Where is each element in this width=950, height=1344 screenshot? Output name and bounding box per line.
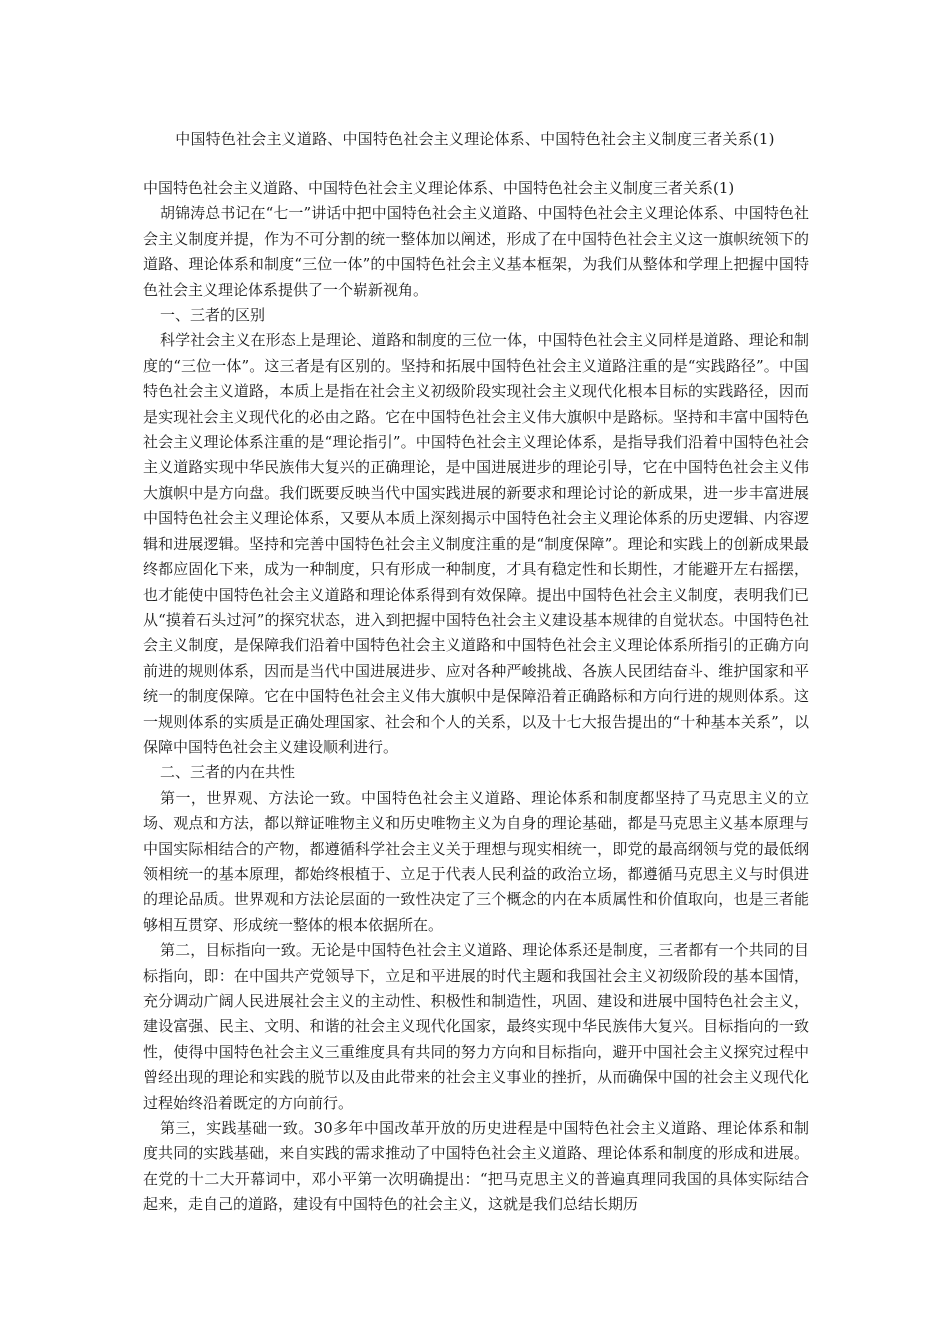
- document-title: 中国特色社会主义道路、中国特色社会主义理论体系、中国特色社会主义制度三者关系(1): [175, 130, 775, 148]
- document-body: [143, 176, 809, 1218]
- goal-paragraph: 第二，目标指向一致。无论是中国特色社会主义道路、理论体系还是制度，三者都有一个共同的目标指向，即：在中国共产党领导下，立足和平进展的时代主题和我国社会主义初级阶段的基本国情，充分调动广阔人民进展社会主义的主动性、积极性和制造性，巩固、建设和进展中国特色社会主义，建设富强、民主、文明、和谐的社会主义现代化国家，最终实现中华民族伟大复兴。目标指向的一致性，使得中国特色社会主义三重维度具有共同的努力方向和目标指向，避开中国社会主义探究过程中曾经出现的理论和实践的脱节以及由此带来的社会主义事业的挫折，从而确保中国的社会主义现代化过程始终沿着既定的方向前行。: [143, 941, 809, 1112]
- document-subtitle: 中国特色社会主义道路、中国特色社会主义理论体系、中国特色社会主义制度三者关系(1): [143, 179, 735, 197]
- section-heading-differences: 一、三者的区别: [160, 306, 266, 325]
- differences-paragraph: 科学社会主义在形态上是理论、道路和制度的三位一体，中国特色社会主义同样是道路、理论和制度的“三位一体”。这三者是有区别的。坚持和拓展中国特色社会主义道路注重的是“实践路径”。中国特色社会主义道路，本质上是指在社会主义初级阶段实现社会主义现代化根本目标的实践路径，因而是实现社会主义现代化的必由之路。它在中国特色社会主义伟大旗帜中是路标。坚持和丰富中国特色社会主义理论体系注重的是“理论指引”。中国特色社会主义理论体系，是指导我们沿着中国特色社会主义道路实现中华民族伟大复兴的正确理论，是中国进展进步的理论引导，它在中国特色社会主义伟大旗帜中是方向盘。我们既要反映当代中国实践进展的新要求和理论讨论的新成果，进一步丰富进展中国特色社会主义理论体系，又要从本质上深刻揭示中国特色社会主义理论体系的历史逻辑、内容逻辑和进展逻辑。坚持和完善中国特色社会主义制度注重的是“制度保障”。理论和实践上的创新成果最终都应固化下来，成为一种制度，只有形成一种制度，才具有稳定性和长期性，才能避开左右摇摆，也才能使中国特色社会主义道路和理论体系得到有效保障。提出中国特色社会主义制度，表明我们已从“摸着石头过河”的探究状态，进入到把握中国特色社会主义建设基本规律的自觉状态。中国特色社会主义制度，是保障我们沿着中国特色社会主义道路和中国特色社会主义理论体系所指引的正确方向前进的规则体系，因而是当代中国进展进步、应对各种严峻挑战、各族人民团结奋斗、维护国家和平统一的制度保障。它在中国特色社会主义伟大旗帜中是保障沿着正确路标和方向行进的规则体系。这一规则体系的实质是正确处理国家、社会和个人的关系，以及十七大报告提出的“十种基本关系”，以保障中国特色社会主义建设顺利进行。: [143, 331, 809, 756]
- practice-paragraph: 第三，实践基础一致。30多年中国改革开放的历史进程是中国特色社会主义道路、理论体系和制度共同的实践基础，来自实践的需求推动了中国特色社会主义道路、理论体系和制度的形成和进展。在党的十二大开幕词中，邓小平第一次明确提出：“把马克思主义的普遍真理同我国的具体实际结合起来，走自己的道路，建设有中国特色的社会主义，这就是我们总结长期历: [143, 1119, 809, 1214]
- section-heading-commonality: 二、三者的内在共性: [160, 763, 296, 782]
- intro-paragraph: 胡锦涛总书记在“七一”讲话中把中国特色社会主义道路、中国特色社会主义理论体系、中国特色社会主义制度并提，作为不可分割的统一整体加以阐述，形成了在中国特色社会主义这一旗帜统领下的道路、理论体系和制度“三位一体”的中国特色社会主义基本框架，为我们从整体和学理上把握中国特色社会主义理论体系提供了一个崭新视角。: [143, 204, 809, 299]
- worldview-paragraph: 第一，世界观、方法论一致。中国特色社会主义道路、理论体系和制度都坚持了马克思主义的立场、观点和方法，都以辩证唯物主义和历史唯物主义为自身的理论基础，都是马克思主义基本原理与中国实际相结合的产物，都遵循科学社会主义关于理想与现实相统一，即党的最高纲领与党的最低纲领相统一的基本原理，都始终根植于、立足于代表人民利益的政治立场，都遵循马克思主义与时俱进的理论品质。世界观和方法论层面的一致性决定了三个概念的内在本质属性和价值取向，也是三者能够相互贯穿、形成统一整体的根本依据所在。: [143, 788, 809, 934]
